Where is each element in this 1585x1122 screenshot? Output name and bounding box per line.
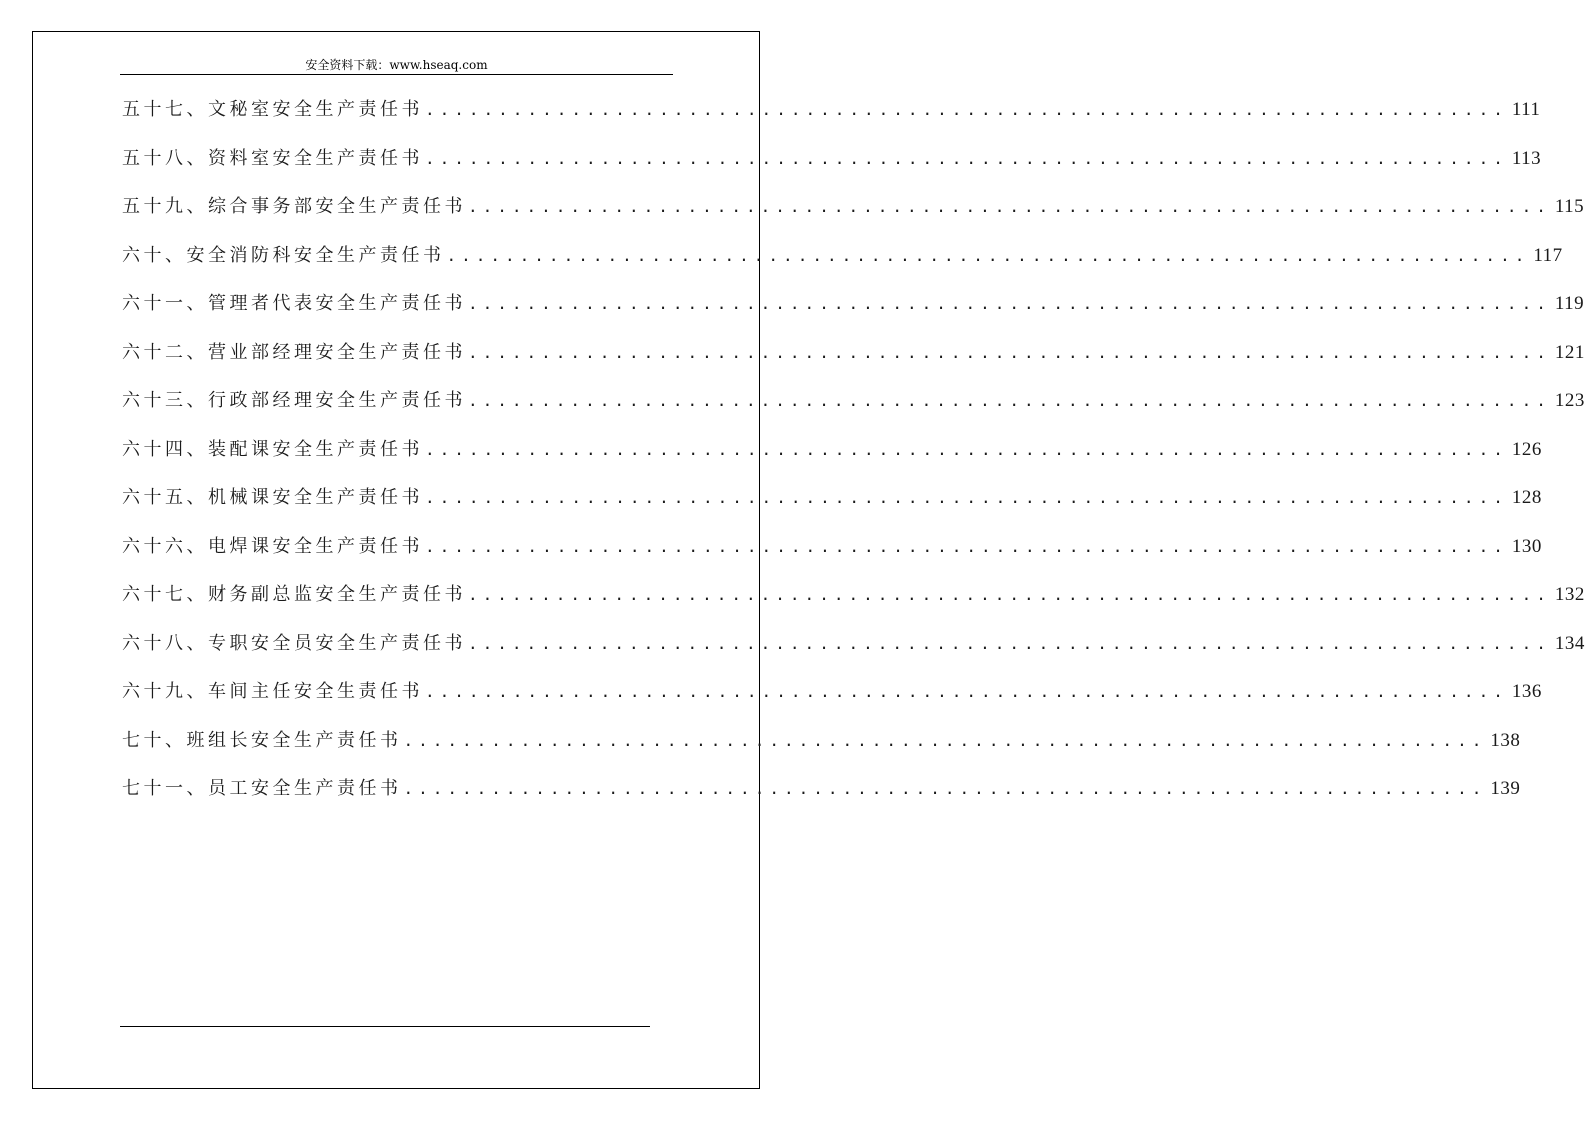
- toc-entry[interactable]: [122, 523, 1542, 572]
- toc-entry[interactable]: [122, 717, 1521, 766]
- toc-entry-leader: ..........................................................................: [468, 342, 1551, 362]
- footer-rule: [120, 1026, 650, 1027]
- toc-entry[interactable]: [122, 86, 1541, 135]
- toc-entry-leader: ..........................................................................: [468, 197, 1551, 216]
- toc-entry-title: 六十二、营业部经理安全生产责任书: [122, 341, 466, 363]
- toc-entry-title: 六十四、装配课安全生产责任书: [122, 438, 423, 460]
- toc-entry-leader: ..........................................................................: [425, 488, 1508, 507]
- toc-entry-title: 六十九、车间主任安全生责任书: [122, 681, 423, 702]
- toc-entry-page: 130: [1511, 535, 1542, 557]
- toc-entry-title: 六十三、行政部经理安全生产责任书: [122, 390, 466, 411]
- table-of-contents: [122, 86, 1585, 814]
- toc-entry-title: 七十、班组长安全生产责任书: [122, 729, 402, 751]
- toc-entry[interactable]: [122, 668, 1542, 717]
- toc-entry-leader: ..........................................................................: [468, 633, 1551, 653]
- toc-entry[interactable]: [122, 571, 1585, 620]
- toc-entry-page: 121: [1554, 341, 1585, 363]
- toc-entry-leader: ..........................................................................: [403, 730, 1487, 750]
- toc-entry-leader: ..........................................................................: [468, 391, 1551, 410]
- toc-entry[interactable]: [122, 377, 1585, 426]
- toc-entry-leader: ..........................................................................: [425, 148, 1508, 168]
- toc-entry-leader: ..........................................................................: [403, 779, 1487, 798]
- toc-entry[interactable]: [122, 280, 1585, 329]
- toc-entry-leader: ..........................................................................: [425, 682, 1508, 701]
- toc-entry-leader: ..........................................................................: [468, 294, 1551, 313]
- toc-entry-leader: ..........................................................................: [468, 585, 1551, 604]
- toc-entry-leader: ..........................................................................: [425, 536, 1508, 556]
- toc-entry-title: 六十一、管理者代表安全生产责任书: [122, 293, 466, 314]
- toc-entry-page: 136: [1511, 681, 1542, 702]
- toc-entry[interactable]: [122, 135, 1542, 184]
- toc-entry-title: 五十八、资料室安全生产责任书: [122, 147, 423, 169]
- toc-entry-page: 138: [1490, 729, 1521, 751]
- toc-entry-page: 134: [1554, 632, 1585, 654]
- toc-entry-title: 五十九、综合事务部安全生产责任书: [122, 196, 466, 217]
- toc-entry[interactable]: [122, 765, 1521, 814]
- toc-entry-title: 六十八、专职安全员安全生产责任书: [122, 632, 466, 654]
- toc-entry-title: 五十七、文秘室安全生产责任书: [122, 99, 423, 120]
- toc-entry[interactable]: [122, 474, 1542, 523]
- toc-entry-title: 六十五、机械课安全生产责任书: [122, 487, 423, 508]
- toc-entry-page: 119: [1554, 293, 1585, 314]
- toc-entry-page: 111: [1511, 99, 1541, 120]
- toc-entry-page: 115: [1554, 196, 1585, 217]
- toc-entry[interactable]: [122, 620, 1585, 669]
- toc-entry[interactable]: [122, 426, 1542, 475]
- toc-entry-title: 六十七、财务副总监安全生产责任书: [122, 584, 466, 605]
- toc-entry-title: 六十六、电焊课安全生产责任书: [122, 535, 423, 557]
- page-header: 安全资料下载：www.hseaq.com: [120, 56, 673, 75]
- toc-entry-leader: ..........................................................................: [446, 245, 1530, 265]
- toc-entry[interactable]: [122, 329, 1585, 378]
- toc-entry-leader: ..........................................................................: [425, 100, 1508, 119]
- toc-entry-page: 117: [1533, 244, 1563, 266]
- toc-entry-title: 七十一、员工安全生产责任书: [122, 778, 402, 799]
- toc-entry-leader: ..........................................................................: [425, 439, 1508, 459]
- toc-entry-page: 126: [1511, 438, 1542, 460]
- toc-entry[interactable]: [122, 232, 1563, 281]
- toc-entry-page: 128: [1511, 487, 1542, 508]
- toc-entry-page: 113: [1511, 147, 1542, 169]
- toc-entry-page: 139: [1490, 778, 1521, 799]
- toc-entry-page: 123: [1554, 390, 1585, 411]
- toc-entry-page: 132: [1554, 584, 1585, 605]
- toc-entry-title: 六十、安全消防科安全生产责任书: [122, 244, 445, 266]
- toc-entry[interactable]: [122, 183, 1585, 232]
